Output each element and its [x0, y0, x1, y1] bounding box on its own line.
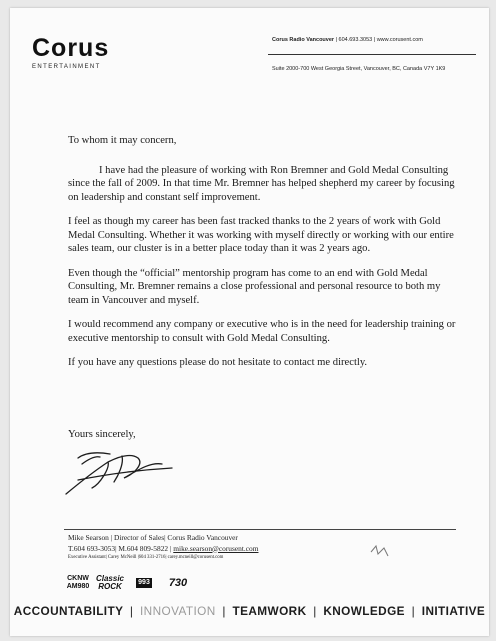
- company-website: www.corusent.com: [376, 37, 423, 43]
- paragraph: If you have any questions please do not hesitate to contact me directly.: [68, 357, 368, 368]
- company-phone: 604.693.3053: [338, 37, 373, 43]
- paragraph: Even though the “official” mentorship program has come to an end with Gold Medal Consulting, Mr. Bremner remains a close professional and personal resource to both my team in Vancouver and myself.: [68, 267, 441, 306]
- value-item: INNOVATION: [140, 604, 216, 618]
- company-values: [10, 604, 489, 618]
- station-logo-730: 730: [168, 577, 188, 589]
- logo-subtitle: ENTERTAINMENT: [32, 64, 101, 70]
- value-item: KNOWLEDGE: [323, 604, 405, 618]
- corus-logo: [32, 36, 122, 70]
- station-logos: [66, 572, 194, 594]
- value-item: ACCOUNTABILITY: [13, 604, 124, 618]
- closing: Yours sincerely,: [68, 429, 136, 440]
- letterhead-contact: Corus Radio Vancouver | 604.693.3053 | www.corusent.com Suite 2000-700 West Georgia Street, Vancouver, BC, Canada V7Y 1K9: [272, 48, 486, 66]
- station-logo-classic-rock: Classic ROCK: [95, 574, 125, 591]
- letter-body: [68, 134, 458, 381]
- station-logo-993: 993: [138, 579, 150, 586]
- salutation: To whom it may concern,: [68, 135, 177, 146]
- paragraph: I have had the pleasure of working with Ron Bremner and Gold Medal Consulting since the fall of 2009. In that time Mr. Bremner has helped shepherd my career by focusing on leadership and constant self improvement.: [68, 164, 455, 203]
- value-separator: |: [222, 604, 226, 618]
- paragraph: I feel as though my career has been fast tracked thanks to the 2 years of work with Gold Medal Consulting. Whether it was working with myself directly or working with our entire sales team, our cluster is in a better place today than it was 2 years ago.: [68, 216, 454, 254]
- value-item: TEAMWORK: [232, 604, 307, 618]
- signer-email[interactable]: mike.searson@corusent.com: [173, 543, 259, 553]
- assistant-info: Executive Assistant| Carey McNeill |604 331-2716| carey.mcneill@corusent.com: [68, 555, 224, 560]
- letter-page: [10, 8, 489, 636]
- value-separator: |: [411, 604, 416, 618]
- signer-phones: T.604 693-3053| M.604 809-5822 |: [68, 543, 174, 553]
- station-logo-cknw: CKNW AM980: [66, 575, 90, 590]
- stamp-mark-icon: [368, 542, 392, 560]
- letterhead-rule: [268, 54, 476, 55]
- signature-rule: [64, 529, 456, 530]
- company-name: Corus Radio Vancouver: [272, 37, 335, 43]
- value-separator: |: [129, 604, 134, 618]
- value-separator: |: [313, 604, 317, 618]
- value-item: INITIATIVE: [421, 604, 486, 618]
- paragraph: I would recommend any company or executive who is in the need for leadership training or executive mentorship to consult with Gold Medal Consulting.: [68, 319, 456, 344]
- signer-title: Mike Searson | Director of Sales| Corus Radio Vancouver: [68, 533, 238, 542]
- company-address: Suite 2000-700 West Georgia Street, Vancouver, BC, Canada V7Y 1K9: [272, 66, 446, 72]
- logo-wordmark: Corus: [32, 34, 110, 62]
- handwritten-signature: [38, 440, 178, 500]
